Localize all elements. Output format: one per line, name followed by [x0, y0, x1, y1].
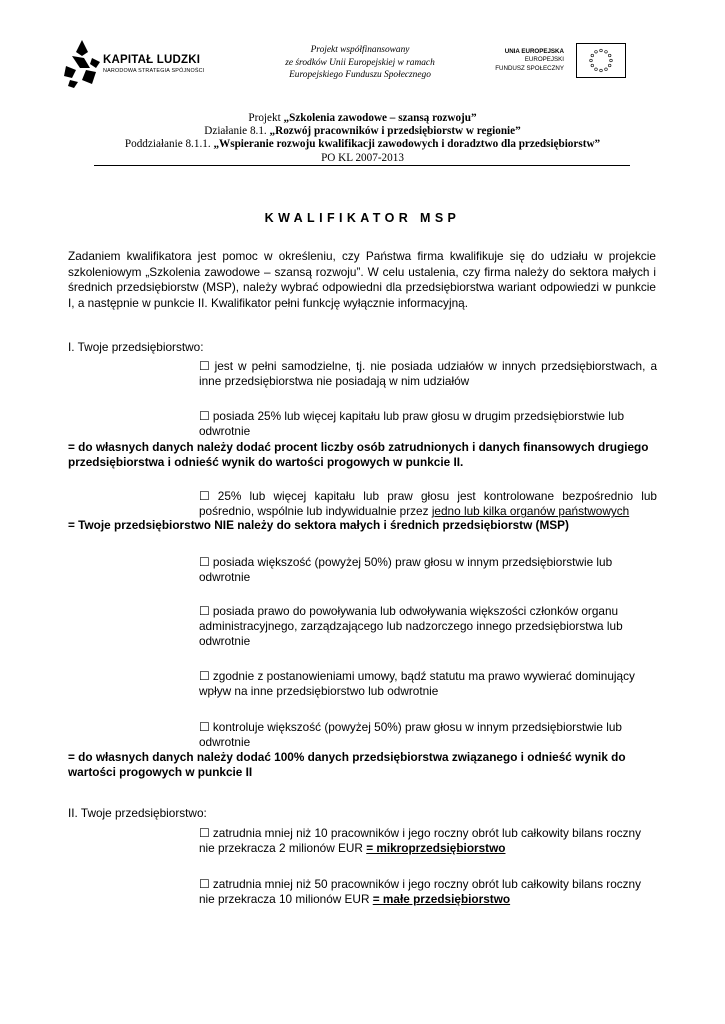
section-1-option-appoint-board[interactable]: ☐ posiada prawo do powoływania lub odwoływania większości członków organu administracyjnego, zarządzającego lub nadzorczego innego przedsiębiorstwa lub odwrotnie — [199, 604, 623, 649]
project-info — [40, 112, 685, 165]
section-2-option-small[interactable] — [199, 877, 657, 907]
project-line — [40, 112, 685, 125]
section-1-result-partner: = do własnych danych należy dodać procent liczby osób zatrudnionych i danych finansowych drugiego przedsiębiorstwa i odnieść wynik do wartości progowych w punkcie II. — [68, 440, 649, 469]
section-1-heading: I. Twoje przedsiębiorstwo: — [68, 340, 204, 354]
kapital-ludzki-title: KAPITAŁ LUDZKI — [103, 54, 201, 66]
project-name: „Szkolenia zawodowe – szansą rozwoju” — [283, 112, 477, 124]
section-2-heading: II. Twoje przedsiębiorstwo: — [68, 806, 207, 820]
section-1-option-controls-majority[interactable]: ☐ kontroluje większość (powyżej 50%) praw głosu w innym przedsiębiorstwie lub odwrotnie — [199, 720, 622, 750]
section-1-result-not-sme: = Twoje przedsiębiorstwo NIE należy do sektora małych i średnich przedsiębiorstw (MSP) — [68, 518, 569, 532]
cofinancing-line: Projekt współfinansowany — [310, 45, 410, 55]
eu-name: UNIA EUROPEJSKA — [504, 48, 564, 55]
eu-flag-icon — [576, 43, 626, 78]
cofinancing-note — [260, 44, 460, 82]
action-name: „Rozwój pracowników i przedsiębiorstw w regionie” — [269, 125, 521, 138]
action-label: Działanie 8.1. — [204, 125, 270, 138]
intro-paragraph: Zadaniem kwalifikatora jest pomoc w określeniu, czy Państwa firma kwalifikuje się do udziału w projekcie szkoleniowym „Szkolenia zawodowe – szansą rozwoju”. W celu ustalenia, czy firma należy do sektora małych i średnich przedsiębiorstw (MSP), należy wybrać odpowiedni dla przedsiębiorstwa wariant odpowiedzi w punkcie I, a następnie w punkcie II. Kwalifikator pełni funkcję wyłącznie informacyjną. — [68, 249, 656, 310]
eu-fund-line: FUNDUSZ SPOŁECZNY — [495, 64, 564, 72]
section-1-option-independent[interactable]: ☐ jest w pełni samodzielne, tj. nie posiada udziałów w innych przedsiębiorstwach, a inne przedsiębiorstwa nie posiadają w nim udziałów — [199, 359, 657, 389]
section-1-result-linked: = do własnych danych należy dodać 100% danych przedsiębiorstwa związanego i odnieść wynik do wartości progowych w punkcie II — [68, 750, 626, 779]
subaction-label: Poddziałanie 8.1.1. — [124, 138, 214, 151]
section-1-option-dominant-influence[interactable]: ☐ zgodnie z postanowieniami umowy, bądź statutu ma prawo wywierać dominujący wpływ na inne przedsiębiorstwo lub odwrotnie — [199, 669, 635, 699]
option-text: ☐ zatrudnia mniej niż 10 pracowników i jego roczny obrót lub całkowity bilans roczny nie przekracza 2 milionów EUR — [199, 826, 642, 856]
section-2-option-micro[interactable] — [199, 826, 657, 856]
section-1-option-public-body[interactable] — [199, 489, 657, 519]
eu-logo-text — [476, 48, 564, 73]
project-label: Projekt — [248, 112, 284, 124]
header-divider — [94, 165, 630, 166]
cofinancing-line: Europejskiego Funduszu Społecznego — [289, 70, 431, 80]
public-bodies-text: jedno lub kilka organów państwowych — [431, 504, 630, 519]
subaction-name: „Wspieranie rozwoju kwalifikacji zawodowych i doradztwo dla przedsiębiorstw” — [213, 138, 601, 151]
eu-fund-line: EUROPEJSKI — [524, 56, 564, 64]
section-1-option-partner[interactable]: ☐ posiada 25% lub więcej kapitału lub praw głosu w drugim przedsiębiorstwie lub odwrotnie — [199, 409, 624, 439]
small-enterprise-result: = małe przedsiębiorstwo — [372, 892, 511, 907]
micro-enterprise-result: = mikroprzedsiębiorstwo — [366, 841, 506, 856]
subaction-line — [40, 138, 685, 151]
section-1-option-majority-votes[interactable]: ☐ posiada większość (powyżej 50%) praw głosu w innym przedsiębiorstwie lub odwrotnie — [199, 555, 613, 585]
document-title: KWALIFIKATOR MSP — [264, 211, 461, 225]
kapital-ludzki-emblem-icon — [62, 38, 102, 88]
option-text: ☐ 25% lub więcej kapitału lub praw głosu jest kontrolowane bezpośrednio lub pośrednio, wspólnie lub indywidualnie przez — [199, 489, 657, 519]
cofinancing-line: ze środków Unii Europejskiej w ramach — [285, 57, 435, 68]
option-text: ☐ zatrudnia mniej niż 50 pracowników i jego roczny obrót lub całkowity bilans roczny nie przekracza 10 milionów EUR — [199, 877, 642, 907]
action-line — [40, 125, 685, 138]
program-line: PO KL 2007-2013 — [321, 151, 404, 164]
kapital-ludzki-subtitle: NARODOWA STRATEGIA SPÓJNOŚCI — [103, 68, 205, 74]
